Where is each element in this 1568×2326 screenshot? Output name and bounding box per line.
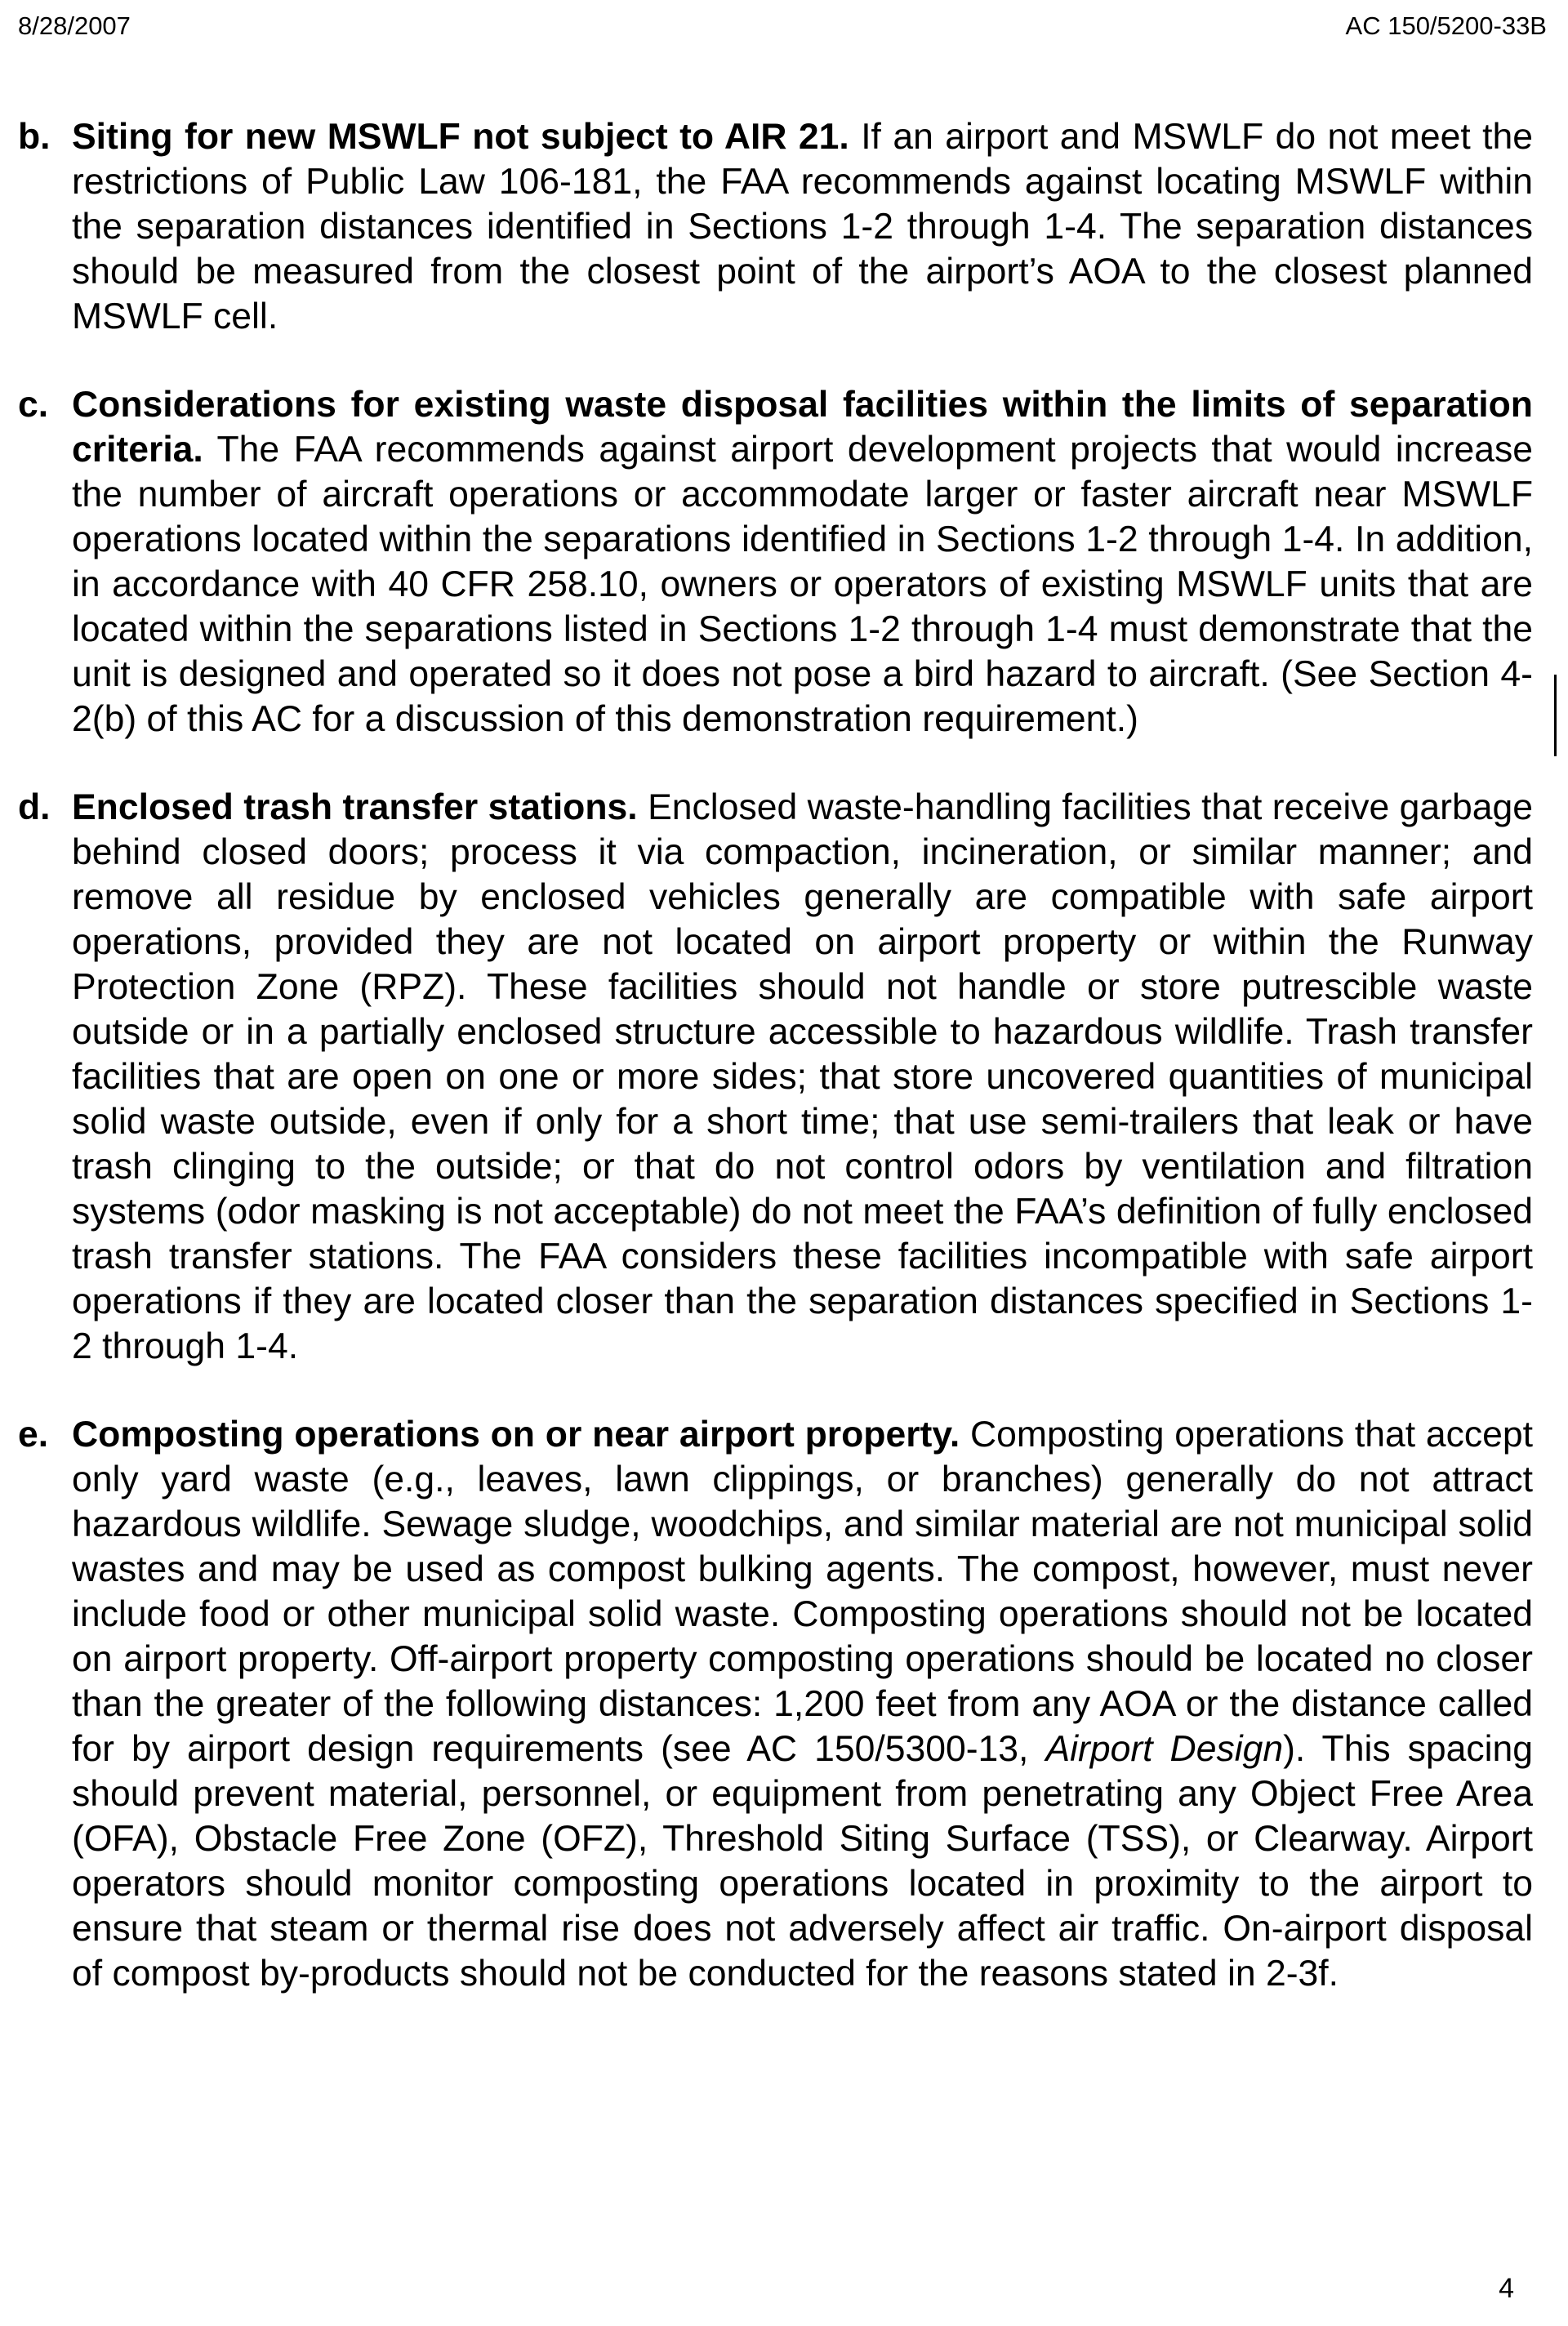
paragraph-text: Composting operations that accept only yard waste (e.g., leaves, lawn clippings, or branches) generally do not attract hazardous wildlife. Sewage sludge, woodchips, and similar material are not municipal solid wastes and may be used as compost bulking agents. The compost, however, must never include food or other municipal solid waste. Composting operations should not be located on airport property. Off-airport property composting operations should be located no closer than the greater of the following distances: 1,200 feet from any AOA or the distance called for by airport design requirements (see AC 150/5300-13, — [72, 1415, 1533, 1769]
paragraph-e — [18, 1412, 1533, 1996]
paragraph-marker: c. — [18, 385, 49, 425]
paragraph-text: If an airport and MSWLF do not meet the restrictions of Public Law 106-181, the FAA recommends against locating MSWLF within the separation distances identified in Sections 1-2 through 1-4. The separation distances should be measured from the closest point of the airport’s AOA to the closest planned MSWLF cell. — [72, 117, 1533, 336]
document-title-italic: Airport Design — [1045, 1729, 1284, 1769]
paragraph-heading: Siting for new MSWLF not subject to AIR 21. — [72, 117, 849, 157]
header-doc-id: AC 150/5200-33B — [1345, 11, 1547, 40]
paragraph-heading: Considerations for existing waste disposal facilities within the limits of separation criteria. — [72, 385, 1533, 470]
document-body — [18, 114, 1533, 2039]
paragraph-marker: e. — [18, 1415, 49, 1455]
paragraph-text: The FAA recommends against airport development projects that would increase the number of aircraft operations or accommodate larger or faster aircraft near MSWLF operations located within the separations identified in Sections 1-2 through 1-4. In addition, in accordance with 40 CFR 258.10, owners or operators of existing MSWLF units that are located within the separations listed in Sections 1-2 through 1-4 must demonstrate that the unit is designed and operated so it does not pose a bird hazard to aircraft. (See Section 4-2(b) of this AC for a discussion of this demonstration requirement.) — [72, 430, 1533, 739]
page-number: 4 — [1499, 2273, 1514, 2304]
paragraph-text-continued: ). This spacing should prevent material, personnel, or equipment from penetrating any Object Free Area (OFA), Obstacle Free Zone (OFZ), Threshold Siting Surface (TSS), or Clearway. Airport operators should monitor composting operations located in proximity to the airport to ensure that steam or thermal rise does not adversely affect air traffic. On-airport disposal of compost by-products should not be conducted for the reasons stated in 2-3f. — [72, 1729, 1534, 1994]
header-date: 8/28/2007 — [18, 11, 131, 40]
paragraph-heading: Composting operations on or near airport property. — [72, 1415, 960, 1455]
revision-change-bar — [1554, 675, 1557, 756]
paragraph-b — [18, 114, 1533, 339]
paragraph-d — [18, 785, 1533, 1369]
paragraph-heading: Enclosed trash transfer stations. — [72, 787, 638, 827]
page-header — [18, 11, 1547, 41]
paragraph-text: Enclosed waste-handling facilities that receive garbage behind closed doors; process it via compaction, incineration, or similar manner; and remove all residue by enclosed vehicles generally are compatible with safe airport operations, provided they are not located on airport property or within the Runway Protection Zone (RPZ). These facilities should not handle or store putrescible waste outside or in a partially enclosed structure accessible to hazardous wildlife. Trash transfer facilities that are open on one or more sides; that store uncovered quantities of municipal solid waste outside, even if only for a short time; that use semi-trailers that leak or have trash clinging to the outside; or that do not control odors by ventilation and filtration systems (odor masking is not acceptable) do not meet the FAA’s definition of fully enclosed trash transfer stations. The FAA considers these facilities incompatible with safe airport operations if they are located closer than the separation distances specified in Sections 1-2 through 1-4. — [72, 787, 1533, 1366]
paragraph-marker: b. — [18, 117, 51, 157]
paragraph-c — [18, 382, 1533, 742]
paragraph-marker: d. — [18, 787, 51, 827]
